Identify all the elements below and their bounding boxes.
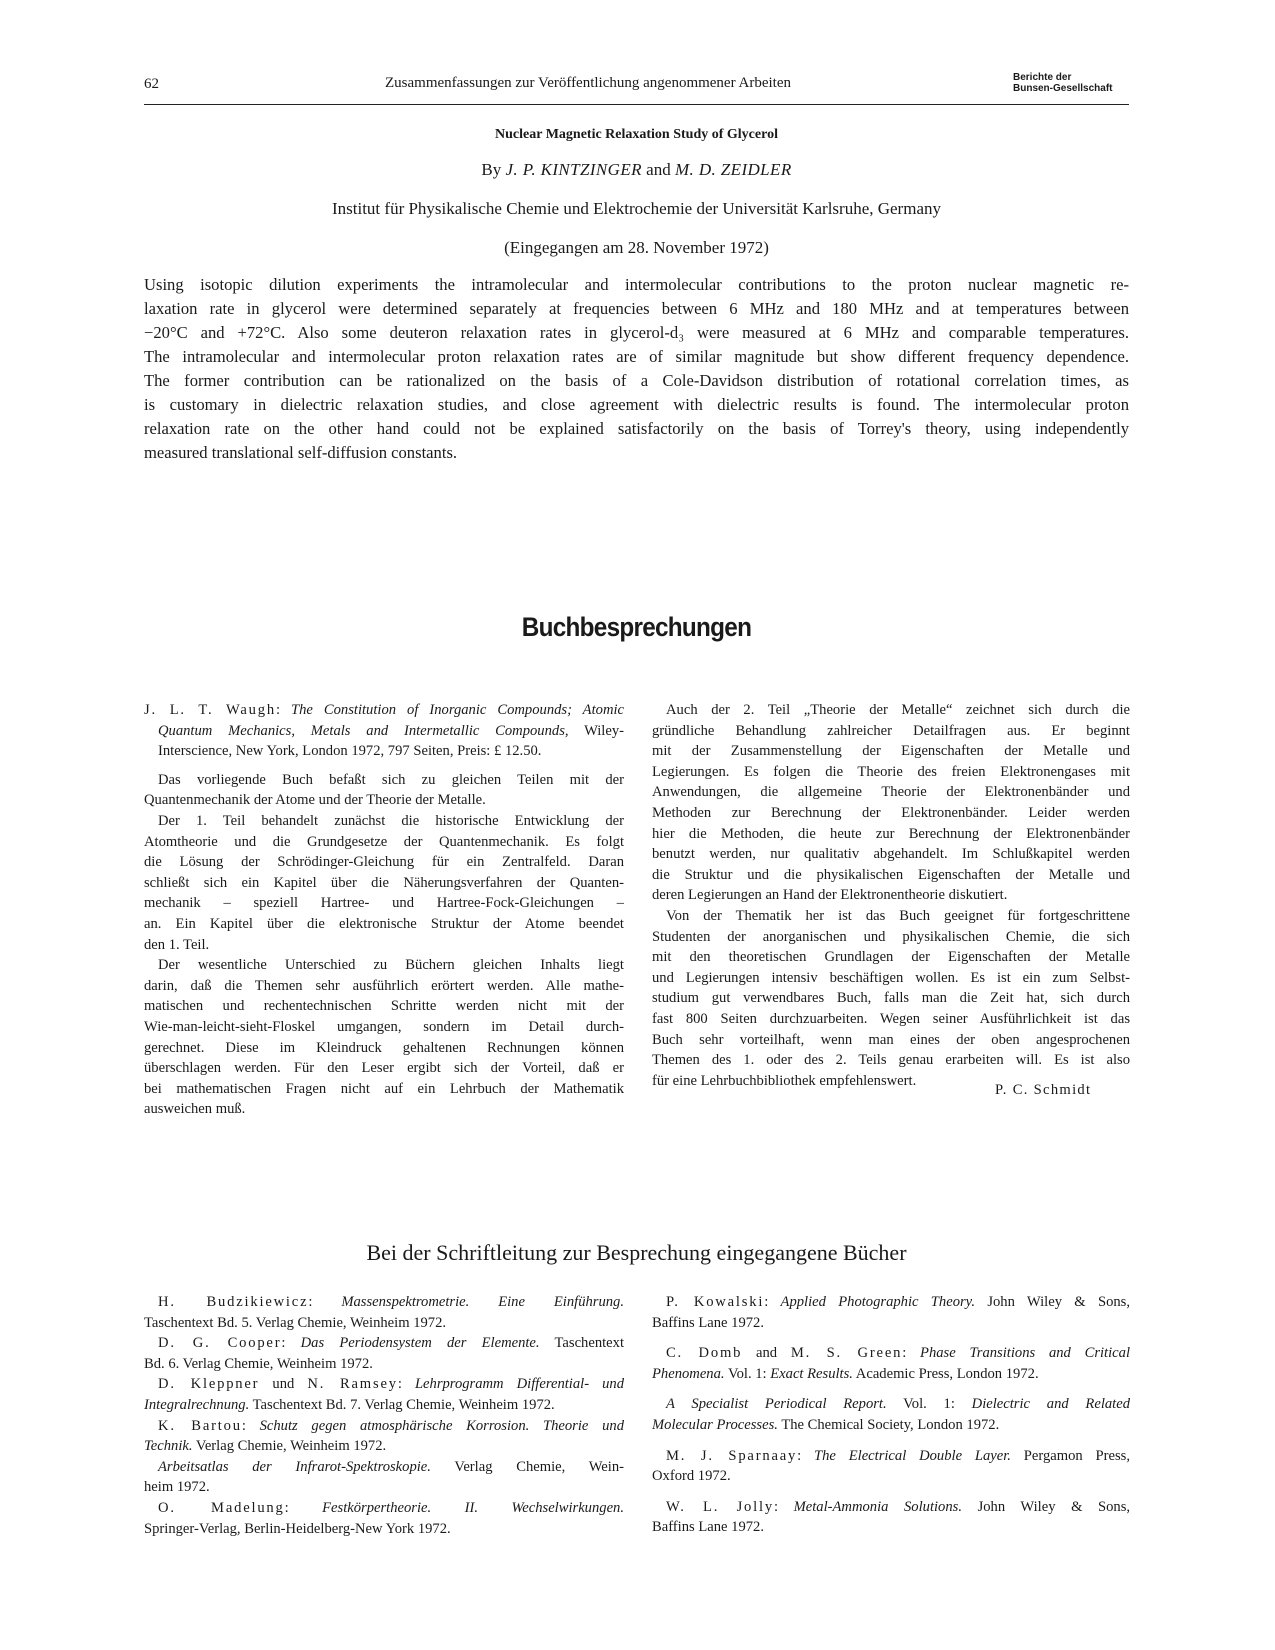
book-publisher: Verlag Chemie, Weinheim 1972. [195, 1438, 387, 1455]
book-entry [652, 1394, 1130, 1435]
received-books-title: Bei der Schriftleitung zur Besprechung eingegangene Bücher [366, 1240, 907, 1265]
book-author: K. Bartou [158, 1417, 242, 1434]
abstract-line: Using isotopic dilution experiments the intramolecular and intermolecular contributions to the proton nuclear magnetic re- [144, 275, 1129, 294]
review-line: gerechnet. Diese im Kleindruck gehaltenen Rechnungen können [144, 1039, 624, 1056]
book-author: N. Ramsey [307, 1376, 398, 1393]
review-line: an. Ein Kapitel über die elektronische Struktur der Atome beendet [144, 915, 624, 932]
and-label: and [756, 1345, 778, 1362]
book-title: Arbeitsatlas der Infrarot-Spektroskopie. [158, 1458, 431, 1475]
book-publisher: Academic Press, London 1972. [855, 1365, 1039, 1382]
review-paragraph [144, 811, 624, 955]
review-column-left [144, 700, 624, 1120]
and-label: und [272, 1376, 295, 1393]
book-publisher: Oxford 1972. [652, 1468, 731, 1485]
review-line: mit der Zusammenstellung der Eigenschaften der Metalle und [652, 743, 1130, 760]
book-author: P. Kowalski [666, 1294, 765, 1310]
book-author: M. S. Green [790, 1345, 903, 1362]
author-name: M. D. ZEIDLER [674, 160, 792, 179]
book-title: The Electrical Double Layer. [814, 1447, 1011, 1464]
book-entry: P. Kowalski: Applied Photographic Theory. John Wiley & Sons, Baffins Lane 1972. [652, 1292, 1130, 1333]
article-abstract [144, 273, 1129, 465]
book-entry: D. G. Cooper: Das Periodensystem der Elemente. Taschentext Bd. 6. Verlag Chemie, Weinheim 1972. [144, 1333, 624, 1374]
review-line: gründliche Behandlung zahlreicher Detailfragen aus. Er beginnt [652, 722, 1130, 739]
book-author: D. Kleppner [158, 1376, 260, 1393]
book-entry: M. J. Sparnaay: The Electrical Double Layer. Pergamon Press, Oxford 1972. [652, 1446, 1130, 1487]
book-publisher: Bd. 6. Verlag Chemie, Weinheim 1972. [144, 1355, 373, 1372]
review-line: Themen des 1. oder des 2. Teils genau erarbeiten will. Es ist also [652, 1052, 1130, 1069]
book-publisher: Wiley- [584, 722, 624, 739]
review-paragraph [652, 700, 1130, 906]
abstract-line: relaxation rate on the other hand could not be explained satisfactorily on the basis of Torrey's theory, using independently [144, 419, 1129, 438]
book-title: Phenomena. [652, 1365, 725, 1382]
review-line: mechanik – speziell Hartree- und Hartree-Fock-Gleichungen – [144, 895, 624, 912]
book-title: Molecular Processes. [652, 1416, 778, 1433]
review-line: Der wesentliche Unterschied zu Büchern gleichen Inhalts liegt [158, 957, 624, 974]
review-line: fast 800 Seiten durchzuarbeiten. Wegen seiner Ausführlichkeit ist das [652, 1010, 1130, 1027]
review-line: studium gut verwendbares Buch, falls man die Zeit hat, sich durch [652, 990, 1130, 1007]
review-paragraph [144, 770, 624, 811]
review-line: ausweichen muß. [144, 1101, 246, 1118]
article-title: Nuclear Magnetic Relaxation Study of Glycerol [495, 127, 778, 142]
book-title: Festkörpertheorie. II. Wechselwirkungen. [322, 1499, 624, 1516]
book-entry: H. Budzikiewicz: Massenspektrometrie. Eine Einführung. Taschentext Bd. 5. Verlag Chemie, Weinheim 1972. [144, 1292, 624, 1333]
journal-name-line: Bunsen-Gesellschaft [1013, 83, 1113, 94]
book-entry: K. Bartou: Schutz gegen atmosphärische Korrosion. Theorie und Technik. Verlag Chemie, Weinheim 1972. [144, 1417, 624, 1455]
review-line: für eine Lehrbuchbibliothek empfehlenswert. [652, 1072, 917, 1089]
page-number: 62 [144, 76, 159, 92]
book-publisher: Taschentext Bd. 5. Verlag Chemie, Weinheim 1972. [144, 1314, 447, 1331]
review-line: Auch der 2. Teil „Theorie der Metalle“ zeichnet sich durch die [666, 702, 1130, 718]
book-author: H. Budzikiewicz [158, 1294, 309, 1310]
received-books-right [652, 1292, 1130, 1548]
book-volume: Vol. 1: [727, 1365, 767, 1382]
book-title: Applied Photographic Theory. [780, 1294, 975, 1310]
book-entry: C. Domb and M. S. Green: Phase Transitions and Critical Phenomena. Vol. 1: Exact Results. Academic Press, London 1972. [652, 1345, 1130, 1382]
book-title: Integralrechnung. [144, 1396, 250, 1413]
book-author: M. J. Sparnaay [666, 1447, 798, 1464]
received-books-left [144, 1292, 624, 1539]
book-publisher: Pergamon Press, [1023, 1447, 1130, 1464]
journal-name-line: Berichte der [1013, 72, 1072, 83]
book-title: Quantum Mechanics, Metals and Intermetallic Compounds, [158, 722, 569, 739]
book-publisher: Interscience, New York, London 1972, 797 Seiten, Preis: £ 12.50. [158, 743, 542, 760]
review-line: deren Legierungen an Hand der Elektronentheorie diskutiert. [652, 887, 1008, 904]
abstract-line: −20°C and +72°C. Also some deuteron relaxation rates in glycerol-d₃ were measured at 6 MHz and comparable temperatures. [144, 323, 1129, 342]
review-line: die Lösung der Schrödinger-Gleichung für ein Zentralfeld. Daran [144, 854, 624, 871]
review-paragraph [144, 955, 624, 1120]
review-line: schließt sich ein Kapitel über die Näherungsverfahren der Quanten- [144, 874, 624, 891]
review-line: Methoden zur Berechnung der Elektronenbänder. Leider werden [652, 804, 1130, 821]
abstract-line: The former contribution can be rationalized on the basis of a Cole-Davidson distribution of rotational correlation times, as [144, 371, 1129, 390]
book-publisher: Springer-Verlag, Berlin-Heidelberg-New York 1972. [144, 1520, 451, 1537]
review-line: Studenten der anorganischen und physikalischen Chemie, die sich [652, 928, 1130, 945]
article-authors [144, 160, 1129, 180]
running-title: Zusammenfassungen zur Veröffentlichung angenommener Arbeiten [385, 75, 791, 91]
book-publisher: John Wiley & Sons, [977, 1498, 1130, 1515]
review-line: den 1. Teil. [144, 936, 210, 953]
review-line: Das vorliegende Buch befaßt sich zu gleichen Teilen mit der [158, 771, 624, 788]
book-publisher: Taschentext Bd. 7. Verlag Chemie, Weinheim 1972. [252, 1396, 555, 1413]
abstract-line: is customary in dielectric relaxation studies, and close agreement with dielectric results is found. The intermolecular proton [144, 395, 1129, 414]
review-line: benutzt werden, nur qualitativ abgehandelt. Im Schlußkapitel werden [652, 846, 1130, 863]
abstract-line: laxation rate in glycerol were determined separately at frequencies between 6 MHz and 180 MHz and at temperatures between [144, 299, 1129, 318]
author-name: J. P. KINTZINGER [505, 160, 642, 179]
book-volume: Vol. 1: [903, 1396, 955, 1413]
book-entry: O. Madelung: Festkörpertheorie. II. Wechselwirkungen. Springer-Verlag, Berlin-Heidelberg-New York 1972. [144, 1498, 624, 1539]
book-title: The Constitution of Inorganic Compounds; Atomic [291, 702, 624, 718]
book-title: Lehrprogramm Differential- und [414, 1376, 624, 1393]
book-entry: D. Kleppner und N. Ramsey: Lehrprogramm Differential- und Integralrechnung. Taschentext Bd. 7. Verlag Chemie, Weinheim 1972. [144, 1376, 624, 1413]
reviews-section-title: Buchbesprechungen [521, 612, 752, 642]
header-rule [144, 104, 1129, 105]
review-line: matischen und rechentechnischen Schritte werden nicht mit der [144, 998, 624, 1015]
book-author: D. G. Cooper [158, 1335, 282, 1352]
book-publisher: Baffins Lane 1972. [652, 1519, 764, 1536]
book-author: C. Domb [666, 1345, 743, 1362]
review-line: darin, daß die Themen sehr ausführlich erörtert werden. Alle mathe- [144, 977, 624, 994]
book-title: Phase Transitions and Critical [920, 1345, 1130, 1362]
book-publisher: Verlag Chemie, Wein- [454, 1458, 624, 1475]
book-publisher: John Wiley & Sons, [987, 1294, 1130, 1310]
review-line: Anwendungen, die allgemeine Theorie der Elektronenbänder und [652, 784, 1130, 801]
book-publisher: The Chemical Society, London 1972. [781, 1416, 1000, 1433]
review-line: hier die Methoden, die heute zur Berechnung der Elektronenbänder [652, 825, 1130, 842]
review-line: die Struktur und die physikalischen Eigenschaften der Metalle und [652, 866, 1130, 883]
book-title: Schutz gegen atmosphärische Korrosion. Theorie und [259, 1417, 624, 1434]
review-line: überschlagen werden. Für den Leser ergibt sich der Vorteil, daß er [144, 1060, 624, 1077]
reviewer-name: P. C. Schmidt [995, 1082, 1092, 1098]
review-line: Legierungen. Es folgen die Theorie des freien Elektronengases mit [652, 763, 1130, 780]
book-entry [144, 1457, 624, 1498]
book-title: Dielectric and Related [971, 1396, 1130, 1413]
review-line: Von der Thematik her ist das Buch geeignet für fortgeschrittene [666, 907, 1130, 924]
book-title: Technik. [144, 1438, 193, 1455]
review-citation: J. L. T. Waugh: The Constitution of Inorganic Compounds; Atomic Quantum Mechanics, Metals and Intermetallic Compounds, Wiley- Interscience, New York, London 1972, 797 Seiten, Preis: £ 12.50. [144, 700, 624, 762]
book-publisher: Baffins Lane 1972. [652, 1314, 764, 1331]
book-author: J. L. T. Waugh [144, 702, 276, 718]
review-line: bei mathematischen Fragen nicht auf ein Lehrbuch der Mathematik [144, 1080, 624, 1097]
book-entry: W. L. Jolly: Metal-Ammonia Solutions. John Wiley & Sons, Baffins Lane 1972. [652, 1497, 1130, 1538]
book-title: Das Periodensystem der Elemente. [300, 1335, 540, 1352]
book-publisher: Taschentext [554, 1335, 624, 1352]
review-line: Der 1. Teil behandelt zunächst die historische Entwicklung der [158, 812, 624, 829]
book-title: Metal-Ammonia Solutions. [793, 1498, 962, 1515]
review-line: Buch sehr vorteilhaft, wenn man eines der oben angesprochenen [652, 1031, 1130, 1048]
review-line: Quantenmechanik der Atome und der Theorie der Metalle. [144, 792, 486, 809]
book-title: A Specialist Periodical Report. [666, 1396, 887, 1413]
article-institution: Institut für Physikalische Chemie und Elektrochemie der Universität Karlsruhe, Germany [331, 199, 941, 218]
review-line: mit den theoretischen Grundlagen der Eigenschaften der Metalle [652, 949, 1130, 966]
journal-name [1013, 72, 1112, 94]
review-line: und Legierungen intensiv beschäftigen wollen. Es ist ein zum Selbst- [652, 969, 1130, 986]
book-publisher: heim 1972. [144, 1479, 210, 1496]
and-label: and [646, 160, 671, 179]
review-paragraph [652, 906, 1130, 1091]
book-title: Exact Results. [770, 1365, 853, 1382]
book-title: Massenspektrometrie. Eine Einführung. [341, 1294, 624, 1310]
book-author: W. L. Jolly [666, 1498, 774, 1515]
review-line: Wie-man-leicht-sieht-Floskel umgangen, sondern im Detail durch- [144, 1018, 624, 1035]
abstract-line: The intramolecular and intermolecular proton relaxation rates are of similar magnitude but show different frequency dependence. [144, 347, 1129, 366]
abstract-line: measured translational self-diffusion constants. [144, 443, 458, 462]
book-author: O. Madelung [158, 1499, 285, 1516]
by-label: By [481, 160, 502, 179]
article-received-date: (Eingegangen am 28. November 1972) [504, 238, 769, 257]
review-line: Atomtheorie und die Grundgesetze der Quantenmechanik. Es folgt [144, 833, 624, 850]
review-column-right [652, 700, 1130, 1091]
